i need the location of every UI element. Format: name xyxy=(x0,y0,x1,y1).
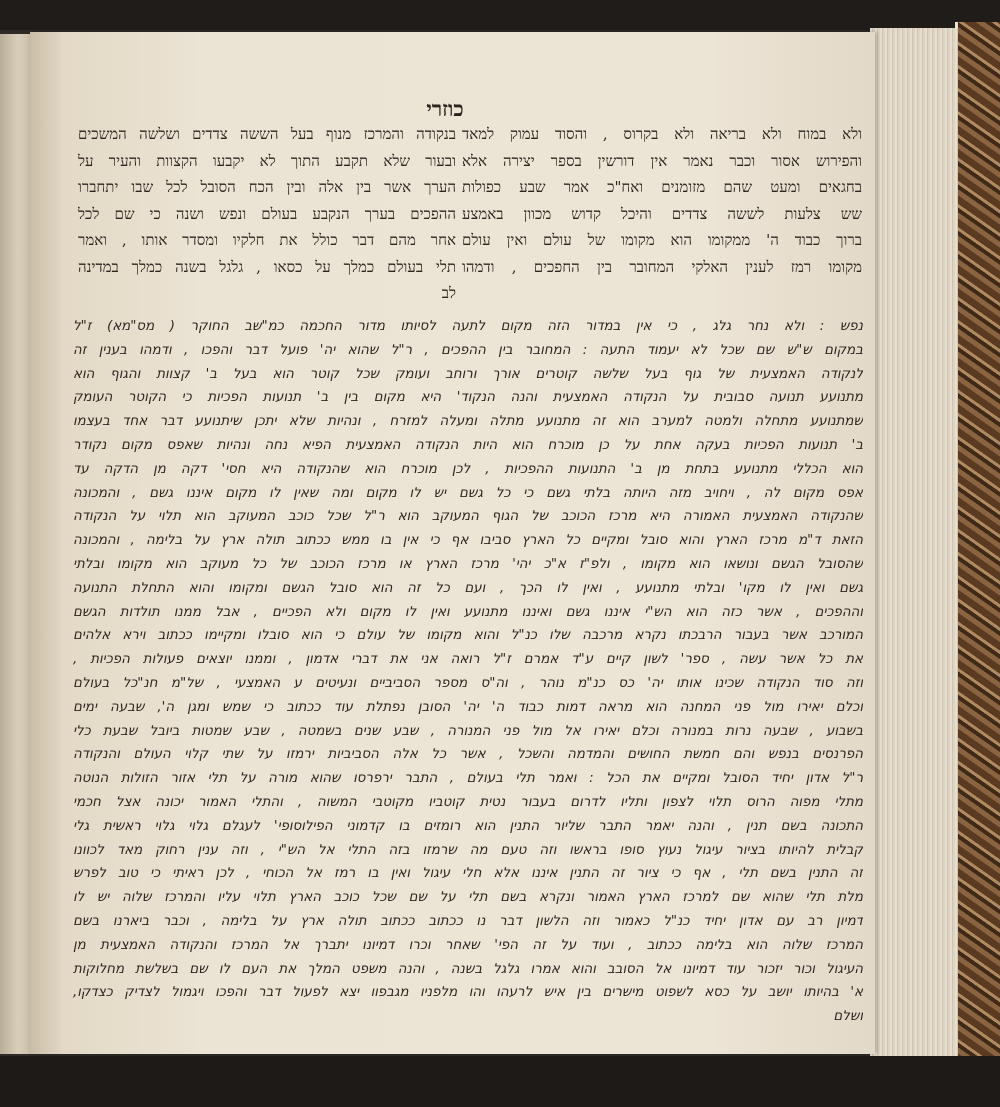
commentary-line: מתנועע תנועה סבובית על הנקודה האמצעית והנה הנקוד' היא מקום בין ב' תנועות הפכיות כי הקוטר העומק xyxy=(73,390,863,406)
commentary-line: דמיון רב עם אדון יחיד כנ"ל כאמור וזה הלשון דבר נו ככתוב ככתוב תולה ארץ על בלימה , וכבר ביארנו בשם xyxy=(73,913,863,929)
commentary-line: וההפכים , אשר כזה הוא הש"י איננו גשם ואיננו מתנועע ואין לו מקום ולא הפכיים , אבל ממנו תולדות הגשם xyxy=(73,604,863,620)
commentary-line: א' בהיותו יושב על כסא לשפוט מישרים בין איש לרעהו והו מלפניו מגבפוו יצא לפעול דבר והפכו ויגמול לצדיק כצדקו, xyxy=(73,985,863,1001)
text-line: מקומו רמז לענין האלקי המחובר בין החפכים , ודמהו xyxy=(462,257,862,276)
main-text-left-column xyxy=(78,121,456,307)
text-line: בנקודה והמרכז מנוף בעל הששה צדדים ושלשה המשכים xyxy=(78,125,456,143)
commentary-line: הזאת ד"מ מרכז הארץ והוא סובל ומקיים כל הארץ סביבו אף כי אין בו ממש ככתוב תולה ארץ על בלימה , והמכונה xyxy=(73,533,863,549)
commentary-line: שהנקודה האמצעית האמורה היא מרכז הכוכב של הגוף המעוקב הוא ר"ל שכל כוכב המעוקב הוא תלוי על הנקודה xyxy=(73,509,863,525)
commentary-line: במקום ש"ש שם שכל לא יעמוד התעה : המחובר בין ההפכים , ר"ל שהוא יה' פועל דבר והפכו , ודמהו בענין זה xyxy=(73,342,863,358)
page-stack-edges xyxy=(870,28,958,1056)
commentary-line: שמתנועע מתחלה ולמטה למערב הוא זה מתנועע מתלה ומעלה למזרח , ונהיות שלא יתכן שיתנועע דבר אחד בעצמו xyxy=(73,414,863,430)
text-line: בחגאים ומעט שהם מזומנים ואח"כ אמר שבע כפולות xyxy=(462,178,862,196)
main-text-right-column xyxy=(462,121,862,280)
commentary-line: העיגול וכור יזכור עוד דמיונו אל הסובב והוא אמרו גלגל בשנה , והנה משפט המלך את העם לו שם בשלשת מחלוקות xyxy=(73,961,863,977)
commentary-line: זה התנין בשם תלי , אף כי ציור זה התנין איננו אלא חלי עיגול ואין בו רמז אל הכוחי , לכן ראיתי כי טוב לפרש xyxy=(73,866,863,882)
facing-page-edge xyxy=(0,34,30,1054)
commentary-line: קבלית להיותו בציור עיגול נעוץ סופו בראשו וזה טעם מה שרמזו בזה התלי אל הש"י , וזה ענין רחוק מאד לכוונו xyxy=(73,842,863,858)
text-line: הערך אשר בין אלה ובין הכח הסובל לכל שבו יתחברו xyxy=(78,178,456,196)
commentary-line: המורכב אשר בעבור הרבכתו נקרא מרכבה שלו כנ"ל והוא מקומו של עולם כי הוא סובלו ומקיימו ככתוב וירא אלהים xyxy=(73,628,863,644)
commentary-line: אפס מקום לה , ויחויב מזה היותה בלתי גשם כי כל גשם יש לו מקום ומה שאין לו מקום איננו גשם , והמכונה xyxy=(73,485,863,501)
commentary-line: התכונה בשם תנין , והנה יאמר התבר שליור התנין הוא רומזים בו קדמוני הפילוסופי' לעגלם גלוי גלוי ראשית גלי xyxy=(73,818,863,834)
commentary-block xyxy=(73,315,863,1029)
commentary-line: גשם ואין לו מקו' ובלתי מתנועע , ואין לו הכך , ועם כל זה הוא סובל הגשם ומקומו והוא התחלת התנועה xyxy=(73,580,863,596)
commentary-line: הוא הכללי מתנועע בתחת מן ב' התנועות ההפכיות , לכן מוכרח הוא שהנקודה היא חסי' דקה מן הדקה עד xyxy=(73,461,863,477)
catchword: לב xyxy=(441,284,456,302)
commentary-line: הפרנסים בנפש והם חמשת החושים והמדמה והשכל , אשר כל אלה הסביביות ירמזו על שתי קלוי העולם והנקודה xyxy=(73,747,863,763)
commentary-line: בשבוע , שבעה נרות במנורה וכלם יאירו אל מול פני המנורה , שבע שנים בשמטה , שבע שמטות ביובל שבעת כלי xyxy=(73,723,863,739)
commentary-line: מתלי מפוה הרוס תלוי לצפון ותליו לדרום בעבור נטית קוטביו מקוטבי המשוה , והתלי האמור יכונה אצל חכמי xyxy=(73,794,863,810)
book-cover-marbled xyxy=(955,22,1000,1062)
commentary-line: נפש : ולא נחר גלג , כי אין במדור הזה מקום לתעה לסיותו מדור החכמה כמ"שב החוקר ( מס"מא) ז"ל xyxy=(73,319,863,334)
text-line: שש צלעות לששה צדדים והיכל קדוש מכוון באמצע xyxy=(462,204,862,223)
commentary-line: ר"ל אדון יחיד הסובל ומקיים את הכל : ואמר תלי בעולם , התבר ירפרסו שהוא מורה על תלי אזור הזולות הנוטה xyxy=(73,771,863,787)
commentary-line: ב' תנועות הפכיות בעקה אחת על כן מוכרח הוא היות הנקודה האמצעית הפיא נחה ונהיות שאפס מקום נקודר xyxy=(73,437,863,453)
text-line: ולא במוח ולא בריאה ולא בקרוס , והסוד עמוק למאד xyxy=(462,125,862,143)
commentary-line: לנקודה האמצעית של גוף בעל שלשה קוטרים אורך ורוחב ועומק שכל קוטר הוא בעל ב' קצוות והגוף הוא xyxy=(73,366,863,382)
text-line: והפירוש אסור וכבר נאמר אין דורשין בספר יצירה אלא xyxy=(462,151,862,170)
text-line: ההפכים בערך הנקבע בעולם ונפש ושנה כי שם לכל xyxy=(78,204,456,223)
text-line: ברוך כבוד ה' ממקומו הוא מקומו של עולם ואין עולם xyxy=(462,231,862,249)
commentary-line: וזה סוד הנקודה שכינו אותו יה' כס כנ"מ נוהר , וה"ס מספר הסביביים ונעיטים ע האמצעי , של"מ חנ"כל בעולם xyxy=(73,675,863,691)
commentary-line: מלת תלי שהוא שם למרכז הארץ האמור ונקרא בשם תלי על שם שכל כוכב הארץ תלוי עליו והמרכז שלוה יש לו xyxy=(73,890,863,906)
text-line: תלי בעולם כמלך על כסאו , גלגל בשנה כמלך במדינה xyxy=(78,257,456,276)
text-line: ובעור שלא תקבע התוך לא יקבעו הקצוות והעיר על xyxy=(78,151,456,170)
commentary-end-word: ושלם xyxy=(833,1009,863,1025)
commentary-line: המרכז שלוה הוא בלימה ככתוב , ועוד על זה הפי' שאחר וכרו דמיונו יתברך אל המרכז והנקודה האמצעית מן xyxy=(73,937,863,953)
text-line: אחר מהם דבר כולל את חלקיו ומסדר אותו , ואמר xyxy=(78,231,456,249)
commentary-line: שהסובל הגשם ונושאו הוא מקומו , ולפ"ז א"כ יהי' מרכז הארץ או מרכז הכוכב של כל מעוקב הוא מקומו ובלתי xyxy=(73,556,863,572)
scan-background xyxy=(0,0,1000,30)
scan-background-bottom xyxy=(0,1056,1000,1107)
running-header: כוזרי xyxy=(426,96,464,121)
commentary-line: וכלם יאירו מול פני המחנה הוא מראה דמות כבוד ה' יה' הסובן נפתלת עוד ככתוב כי שמש ומגן ה', שבעה ימים xyxy=(73,699,863,715)
commentary-line: את כל אשר עשה , ספר' לשון קיים ע"ד אמרם ז"ל רואה אני את דברי אדמון , וממנו יוצאים פעולות הפכיות , xyxy=(73,652,863,668)
